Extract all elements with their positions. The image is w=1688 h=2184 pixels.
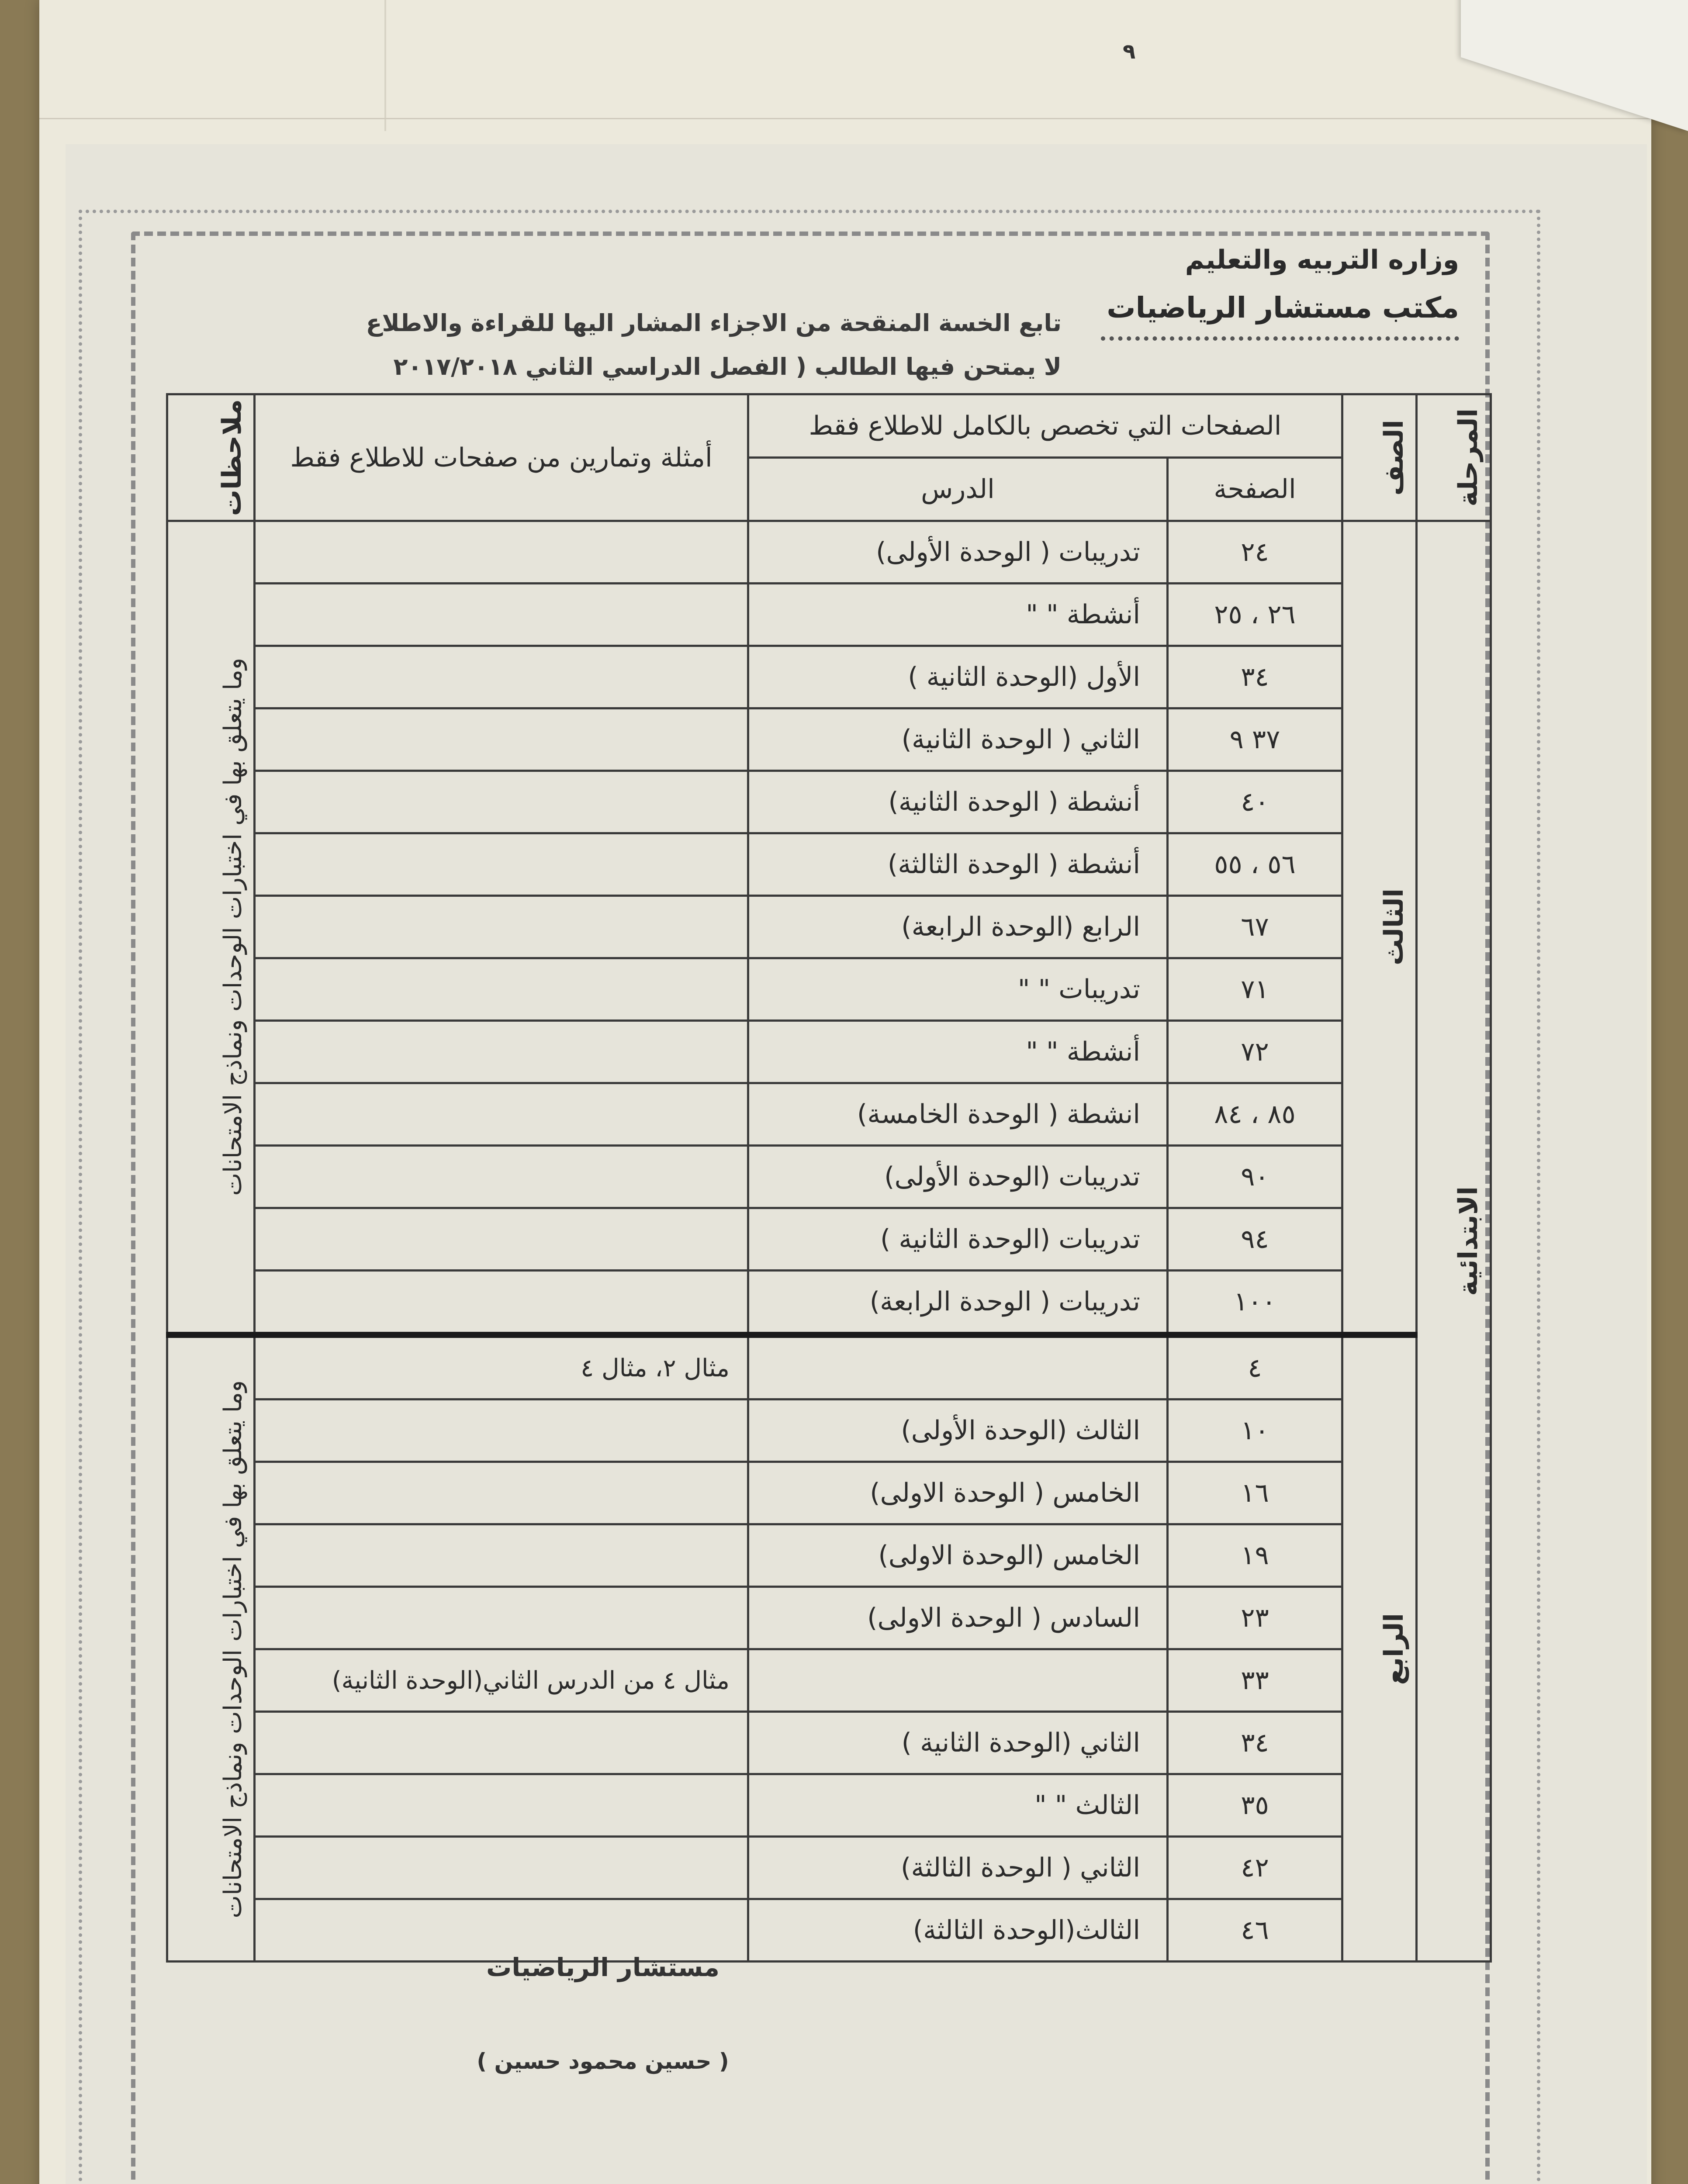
lesson-cell: الثاني ( الوحدة الثالثة) [748,1837,1168,1899]
example-cell [255,1837,748,1899]
table-row [167,708,1491,771]
example-cell [255,896,748,958]
notes-cell [167,521,255,1335]
lesson-cell: الأول (الوحدة الثانية ) [748,646,1168,708]
col-page-header: الصفحة [1168,458,1342,521]
page-mark-top: ٩ [1123,39,1136,64]
lesson-cell: السادس ( الوحدة الاولى) [748,1587,1168,1649]
table-row [167,1335,1491,1400]
table-row [167,833,1491,896]
lesson-cell: أنشطة " " [748,1021,1168,1083]
ministry-header [1101,236,1459,341]
lesson-cell: الرابع (الوحدة الرابعة) [748,896,1168,958]
table-row [167,1587,1491,1649]
page-cell: ١٦ [1168,1462,1342,1524]
example-cell [255,1208,748,1271]
lesson-cell [748,1649,1168,1712]
table-row [167,1400,1491,1462]
table-row [167,1524,1491,1587]
example-cell [255,1271,748,1335]
page-cell: ٣٣ [1168,1649,1342,1712]
page-cell: ٤٠ [1168,771,1342,833]
lesson-cell: الثالث (الوحدة الأولى) [748,1400,1168,1462]
lesson-cell: الثاني (الوحدة الثانية ) [748,1712,1168,1774]
lesson-cell [748,1335,1168,1400]
notes-text: وما يتعلق بها في اختبارات الوحدات ونماذج الامتحانات [219,1380,247,1918]
page-cell: ٩٤ [1168,1208,1342,1271]
example-cell: مثال ٤ من الدرس الثاني(الوحدة الثانية) [255,1649,748,1712]
table-row [167,1649,1491,1712]
stage-cell [1417,521,1491,1962]
title-line-1: تابع الخسة المنقحة من الاجزاء المشار اليها للقراءة والاطلاع [366,309,1062,337]
grade-label: الرابع [1379,1613,1409,1685]
table-row [167,646,1491,708]
page-cell: ١٩ [1168,1524,1342,1587]
pages-table [166,393,1492,1963]
example-cell [255,708,748,771]
table-row [167,1021,1491,1083]
page-cell: ٩٠ [1168,1146,1342,1208]
lesson-cell: الثالث " " [748,1774,1168,1837]
page-cell: ٣٧ ٩ [1168,708,1342,771]
grade-cell [1342,1335,1417,1962]
page-cell: ٢٣ [1168,1587,1342,1649]
lesson-cell: انشطة ( الوحدة الخامسة) [748,1083,1168,1146]
table-row [167,1208,1491,1271]
lesson-cell: أنشطة ( الوحدة الثانية) [748,771,1168,833]
example-cell [255,646,748,708]
example-cell [255,1524,748,1587]
col-examples-header: أمثلة وتمارين من صفحات للاطلاع فقط [255,394,748,521]
example-cell [255,1021,748,1083]
example-cell [255,958,748,1021]
col-stage-header: المرحلة [1417,394,1491,521]
page-cell: ٢٦ ، ٢٥ [1168,584,1342,646]
lesson-cell: أنشطة " " [748,584,1168,646]
table-row [167,958,1491,1021]
table-row [167,1774,1491,1837]
table-row [167,1146,1491,1208]
grade-label: الثالث [1379,888,1409,966]
document-page [66,39,1647,2184]
title-line-2: لا يمتحن فيها الطالب ( الفصل الدراسي الثاني ٢٠١٧/٢٠١٨ [393,353,1062,380]
lesson-cell: الخامس ( الوحدة الاولى) [748,1462,1168,1524]
lesson-cell: أنشطة ( الوحدة الثالثة) [748,833,1168,896]
grade-cell [1342,521,1417,1335]
example-cell [255,1712,748,1774]
table-row [167,1712,1491,1774]
page-cell: ٣٤ [1168,646,1342,708]
example-cell [255,521,748,584]
col-group-header: الصفحات التي تخصص بالكامل للاطلاع فقط [748,394,1342,458]
lesson-cell: الثاني ( الوحدة الثانية) [748,708,1168,771]
page-cell: ٧٢ [1168,1021,1342,1083]
table-row [167,1899,1491,1962]
table-row [167,521,1491,584]
page-cell: ١٠ [1168,1400,1342,1462]
example-cell [255,833,748,896]
paper-crease [384,0,386,131]
lesson-cell: تدريبات (الوحدة الأولى) [748,1146,1168,1208]
table-row [167,1462,1491,1524]
signature-name: ( حسين محمود حسين ) [477,2049,729,2074]
example-cell [255,1083,748,1146]
paper-fold [39,118,1651,119]
table-row [167,1837,1491,1899]
table-row [167,1271,1491,1335]
page-cell: ٢٤ [1168,521,1342,584]
col-lesson-header: الدرس [748,458,1168,521]
page-cell: ١٠٠ [1168,1271,1342,1335]
col-grade-header: الصف [1342,394,1417,521]
notes-cell [167,1335,255,1962]
table-row [167,1083,1491,1146]
lesson-cell: تدريبات " " [748,958,1168,1021]
page-cell: ٣٥ [1168,1774,1342,1837]
stage-label: الابتدائية [1453,1186,1484,1296]
lesson-cell: الخامس (الوحدة الاولى) [748,1524,1168,1587]
page-cell: ٤٦ [1168,1899,1342,1962]
example-cell [255,771,748,833]
example-cell [255,1774,748,1837]
table-row [167,896,1491,958]
page-cell: ٤٢ [1168,1837,1342,1899]
page-cell: ٣٤ [1168,1712,1342,1774]
ministry-name: وزاره التربيه والتعليم [1185,245,1459,275]
lesson-cell: تدريبات ( الوحدة الأولى) [748,521,1168,584]
page-cell: ٦٧ [1168,896,1342,958]
lesson-cell: تدريبات (الوحدة الثانية ) [748,1208,1168,1271]
lesson-cell: الثالث(الوحدة الثالثة) [748,1899,1168,1962]
notes-text: وما يتعلق بها في اختبارات الوحدات ونماذج الامتحانات [219,658,247,1196]
example-cell [255,584,748,646]
page-cell: ٥٦ ، ٥٥ [1168,833,1342,896]
example-cell [255,1146,748,1208]
signature-title: مستشار الرياضيات [486,1952,720,1982]
page-cell: ٤ [1168,1335,1342,1400]
table-row [167,584,1491,646]
example-cell [255,1587,748,1649]
col-notes-header: ملاحظات [167,394,255,521]
table-row [167,771,1491,833]
header-dotted-rule [1101,336,1459,341]
example-cell [255,1462,748,1524]
document-title [319,301,1062,389]
example-cell: مثال ٢، مثال ٤ [255,1335,748,1400]
page-cell: ٧١ [1168,958,1342,1021]
page-cell: ٨٥ ، ٨٤ [1168,1083,1342,1146]
lesson-cell: تدريبات ( الوحدة الرابعة) [748,1271,1168,1335]
example-cell [255,1400,748,1462]
office-name: مكتب مستشار الرياضيات [1107,291,1459,325]
